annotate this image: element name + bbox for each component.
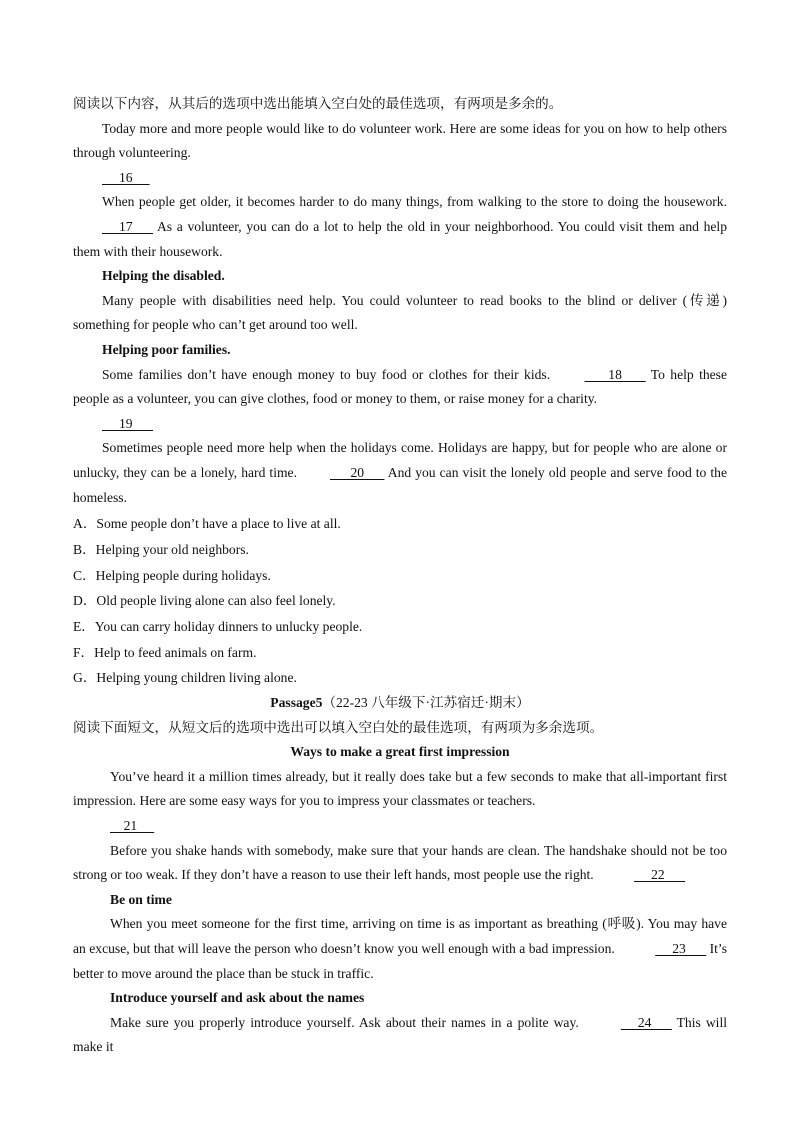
- blank-19-line: [73, 412, 727, 437]
- option-g: G．Helping young children living alone.: [73, 670, 297, 686]
- heading-be-on-time: Be on time: [110, 891, 172, 907]
- heading-introduce: Introduce yourself and ask about the names: [110, 990, 365, 1006]
- blank-20: 20: [330, 464, 385, 480]
- paragraph-old-text-a: When people get older, it becomes harder to do many things, from walking to the store to doing the housework.: [102, 194, 727, 210]
- blank-17: 17: [102, 218, 153, 234]
- instruction-1: 阅读以下内容，从其后的选项中选出能填入空白处的最佳选项，有两项是多余的。: [73, 96, 563, 111]
- paragraph-old-text-b: As a volunteer, you can do a lot to help the old in your neighborhood. You could visit them and help them with their housework.: [73, 218, 728, 259]
- blank-18: 18: [584, 366, 646, 382]
- paragraph-poor-text-b: To help these people as a volunteer, you can give clothes, food or money to them, or raise money for a charity.: [73, 366, 728, 407]
- passage-5-header: [73, 691, 727, 716]
- intro-paragraph-1: [73, 117, 727, 166]
- paragraph-intro-text-b: This will make it: [73, 1014, 727, 1055]
- option-b: B．Helping your old neighbors.: [73, 541, 249, 557]
- blank-24: 24: [620, 1014, 672, 1030]
- option-d: D．Old people living alone can also feel lonely.: [73, 593, 336, 609]
- paragraph-introduce: [73, 1011, 727, 1060]
- blank-16-line: [73, 166, 727, 191]
- intro-text: Today more and more people would like to do volunteer work. Here are some ideas for you on how to help others through volunteering.: [73, 120, 727, 161]
- paragraph-intro-text-a: Make sure you properly introduce yourself. Ask about their names in a polite way.: [110, 1014, 579, 1030]
- blank-23: 23: [655, 940, 707, 956]
- blank-21: 21: [110, 817, 155, 833]
- paragraph-holidays: [73, 436, 727, 510]
- instruction-2: 阅读下面短文，从短文后的选项中选出可以填入空白处的最佳选项，有两项为多余选项。: [73, 719, 604, 735]
- intro-paragraph-2: You’ve heard it a million times already, but it really does take but a few seconds to make that all-important first impression. Here are some easy ways for you to impress your classmates or teachers.: [73, 768, 727, 809]
- blank-16: 16: [102, 169, 150, 185]
- blank-21-line: [73, 814, 727, 839]
- passage-source: （22-23 八年级下·江苏宿迁·期末）: [322, 695, 530, 711]
- heading-poor-families: Helping poor families.: [102, 341, 231, 357]
- paragraph-poor-families: [73, 363, 727, 412]
- paragraph-old-people: [73, 190, 727, 264]
- option-a: A．Some people don’t have a place to live at all.: [73, 516, 341, 532]
- paragraph-poor-text-a: Some families don’t have enough money to buy food or clothes for their kids.: [102, 366, 551, 382]
- blank-19: 19: [102, 415, 153, 431]
- paragraph-handshake: [73, 839, 727, 888]
- passage-label: Passage5: [270, 695, 323, 711]
- document-page: [73, 92, 727, 1060]
- paragraph-holiday-text-a: Sometimes people need more help when the holidays come. Holidays are happy, but for people who are alone or unlucky, they can be a lonely, hard time.: [73, 440, 727, 480]
- paragraph-time-text-a: When you meet someone for the first time, arriving on time is as important as breathing (呼吸). You may have an excuse, but that will leave the person who doesn’t know you well enough with a bad impression.: [73, 916, 727, 956]
- passage-title: Ways to make a great first impression: [290, 744, 510, 760]
- paragraph-on-time: [73, 912, 727, 986]
- option-e: E．You can carry holiday dinners to unlucky people.: [73, 618, 363, 634]
- paragraph-disabled: Many people with disabilities need help. You could volunteer to read books to the blind or deliver (传递) something for people who can’t get around too well.: [73, 292, 727, 333]
- options-list: [73, 511, 727, 691]
- blank-22: 22: [634, 867, 686, 883]
- paragraph-handshake-text: Before you shake hands with somebody, make sure that your hands are clean. The handshake should not be too strong or too weak. If they don’t have a reason to use their left hands, most people use the right.: [73, 842, 727, 883]
- paragraph-time-text-b: It’s better to move around the place than be stuck in traffic.: [73, 940, 727, 981]
- option-f: F．Help to feed animals on farm.: [73, 644, 257, 660]
- heading-disabled: Helping the disabled.: [102, 268, 225, 284]
- option-c: C．Helping people during holidays.: [73, 567, 271, 583]
- paragraph-holiday-text-b: And you can visit the lonely old people and serve food to the homeless.: [73, 464, 728, 505]
